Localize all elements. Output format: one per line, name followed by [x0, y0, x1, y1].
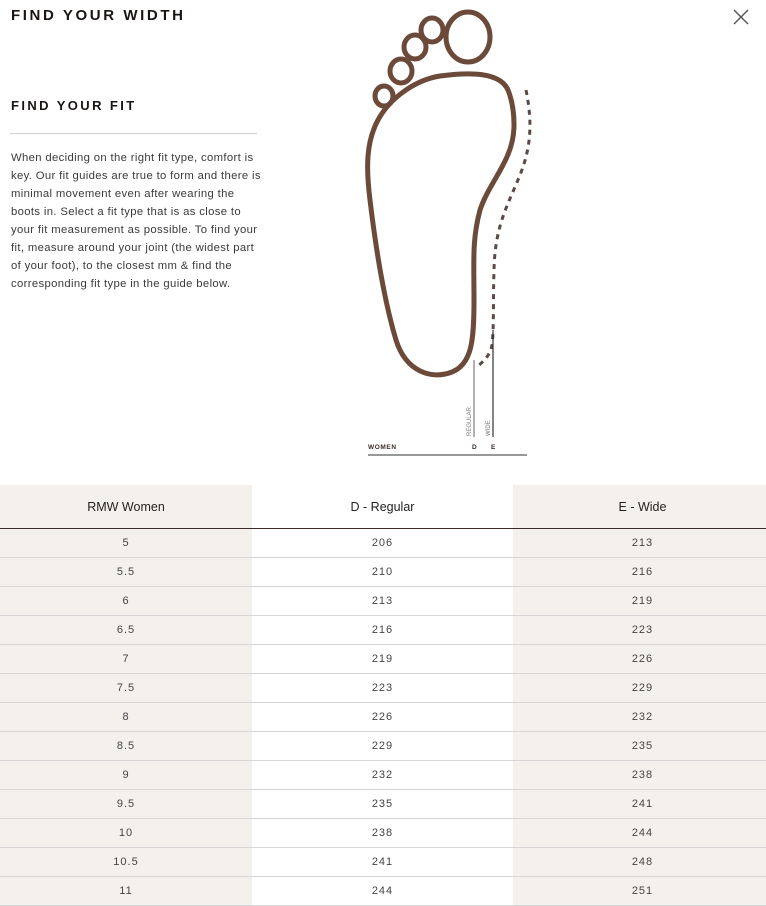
close-button[interactable]	[730, 6, 752, 28]
wide-code: E	[491, 444, 496, 451]
cell-regular: 232	[252, 761, 513, 790]
cell-size: 7	[0, 645, 252, 674]
gender-label: WOMEN	[368, 444, 397, 451]
table-row	[0, 529, 766, 558]
table-row	[0, 645, 766, 674]
header-wide: E - Wide	[513, 485, 766, 529]
regular-code: D	[472, 444, 477, 451]
cell-size: 6	[0, 587, 252, 616]
cell-regular: 216	[252, 616, 513, 645]
header-regular: D - Regular	[252, 485, 513, 529]
cell-wide: 213	[513, 529, 766, 558]
toe-3	[404, 35, 426, 59]
cell-wide: 238	[513, 761, 766, 790]
cell-wide: 229	[513, 674, 766, 703]
cell-size: 7.5	[0, 674, 252, 703]
cell-size: 11	[0, 877, 252, 906]
cell-size: 6.5	[0, 616, 252, 645]
fit-description: When deciding on the right fit type, comfort is key. Our fit guides are true to form and there is minimal movement even after wearing the boots in. Select a fit type that is as close to your fit measurement as possible. To find your fit, measure around your joint (the widest part of your foot), to the closest mm & find the corresponding fit type in the guide below.	[11, 152, 261, 290]
cell-wide: 219	[513, 587, 766, 616]
table-header-row	[0, 485, 766, 529]
big-toe	[446, 12, 490, 62]
wide-label: WIDE	[486, 420, 492, 436]
section-title: FIND YOUR FIT	[11, 98, 137, 113]
table-row	[0, 674, 766, 703]
cell-wide: 223	[513, 616, 766, 645]
table-row	[0, 819, 766, 848]
table-row	[0, 790, 766, 819]
cell-size: 10	[0, 819, 252, 848]
cell-wide: 248	[513, 848, 766, 877]
cell-wide: 226	[513, 645, 766, 674]
size-table	[0, 485, 766, 906]
toe-4	[390, 59, 412, 83]
cell-wide: 241	[513, 790, 766, 819]
cell-wide: 244	[513, 819, 766, 848]
cell-regular: 229	[252, 732, 513, 761]
cell-regular: 210	[252, 558, 513, 587]
cell-regular: 206	[252, 529, 513, 558]
table-row	[0, 848, 766, 877]
table-row	[0, 587, 766, 616]
cell-size: 5	[0, 529, 252, 558]
cell-size: 9	[0, 761, 252, 790]
cell-regular: 241	[252, 848, 513, 877]
cell-regular: 213	[252, 587, 513, 616]
cell-wide: 216	[513, 558, 766, 587]
foot-outline-icon	[360, 0, 540, 470]
regular-label: REGULAR	[467, 406, 473, 436]
page-title: FIND YOUR WIDTH	[11, 7, 186, 24]
header-size: RMW Women	[0, 485, 252, 529]
cell-size: 9.5	[0, 790, 252, 819]
cell-regular: 244	[252, 877, 513, 906]
cell-size: 5.5	[0, 558, 252, 587]
close-x-icon	[730, 6, 752, 28]
table-row	[0, 732, 766, 761]
cell-wide: 235	[513, 732, 766, 761]
foot-diagram	[360, 0, 540, 470]
table-row	[0, 616, 766, 645]
divider	[10, 133, 257, 134]
cell-regular: 226	[252, 703, 513, 732]
cell-size: 8.5	[0, 732, 252, 761]
table-row	[0, 703, 766, 732]
cell-size: 8	[0, 703, 252, 732]
size-table-container	[0, 485, 766, 906]
cell-regular: 223	[252, 674, 513, 703]
cell-wide: 232	[513, 703, 766, 732]
sole-outline	[368, 74, 514, 375]
table-row	[0, 877, 766, 906]
table-row	[0, 558, 766, 587]
cell-regular: 238	[252, 819, 513, 848]
cell-regular: 219	[252, 645, 513, 674]
cell-regular: 235	[252, 790, 513, 819]
wide-dotted-outline	[478, 90, 530, 366]
cell-size: 10.5	[0, 848, 252, 877]
cell-wide: 251	[513, 877, 766, 906]
table-row	[0, 761, 766, 790]
